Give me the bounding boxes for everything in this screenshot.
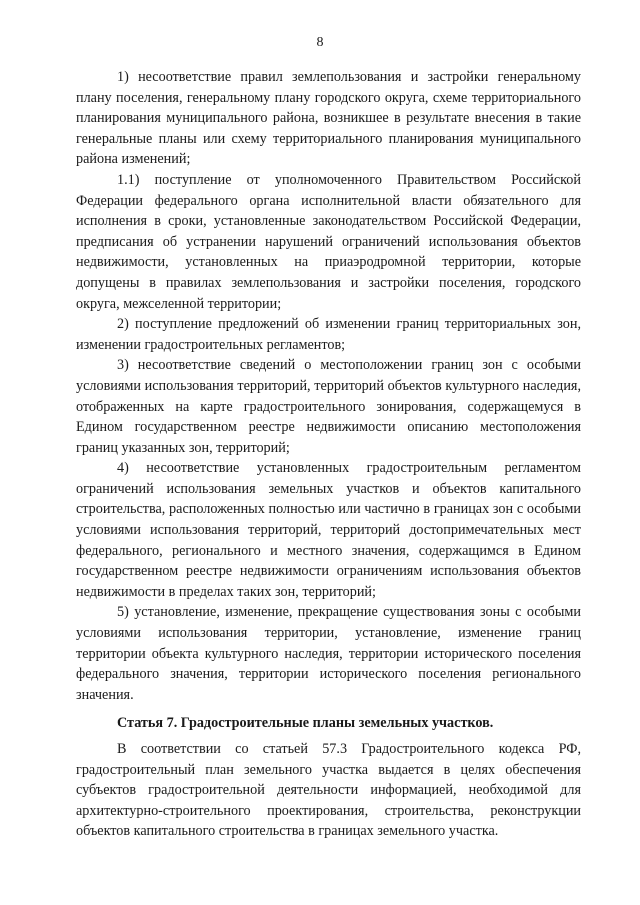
article-paragraph: В соответствии со статьей 57.3 Градостроительного кодекса РФ, градостроительный план земельного участка выдается в целях обеспечения субъектов градостроительной деятельности информацией, необходимой для архитектурно-строительного проектирования, строительства, реконструкции объектов капитального строительства в границах земельного участка. — [76, 741, 581, 840]
page-number: 8 — [316, 35, 324, 50]
paragraph-item-1-1: 1.1) поступление от уполномоченного Правительством Российской Федерации федерального органа исполнительной власти обязательного для исполнения в сроки, установленные законодательством Российской Федерации, предписания об устранении нарушений ограничений использования объектов недвижимости, установленных на приаэродромной территории, которые допущены в правилах землепользования и застройки поселения, городского округа, межселенной территории; — [76, 171, 581, 312]
paragraph-item-4: 4) несоответствие установленных градостроительным регламентом ограничений использования земельных участков и объектов капитального строительства, расположенных полностью или частично в границах зон с особыми условиями использования территорий, территорий достопримечательных мест федерального, регионального и местного значения, содержащимся в Едином государственном реестре недвижимости ограничениям использования объектов недвижимости в пределах таких зон, территорий; — [76, 460, 581, 600]
paragraph-item-2: 2) поступление предложений об изменении границ территориальных зон, изменении градостроительных регламентов; — [76, 316, 581, 353]
paragraph-item-5: 5) установление, изменение, прекращение существования зоны с особыми условиями использования территории, установление, изменение границ территории объекта культурного наследия, территории исторического поселения федерального значения, территории исторического поселения регионального значения. — [76, 604, 581, 703]
paragraph-item-3: 3) несоответствие сведений о местоположении границ зон с особыми условиями использования территорий, территорий объектов культурного наследия, отображенных на карте градостроительного зонирования, содержащемуся в Едином государственном реестре недвижимости описанию местоположения границ указанных зон, территорий; — [76, 357, 581, 456]
article-heading: Статья 7. Градостроительные планы земельных участков. — [117, 715, 494, 732]
paragraph-item-1: 1) несоответствие правил землепользования и застройки генеральному плану поселения, генеральному плану городского округа, схеме территориального планирования муниципального района, возникшее в результате внесения в такие генеральные планы или схему территориального планирования муниципального района изменений; — [76, 69, 581, 168]
document-body — [76, 67, 581, 842]
